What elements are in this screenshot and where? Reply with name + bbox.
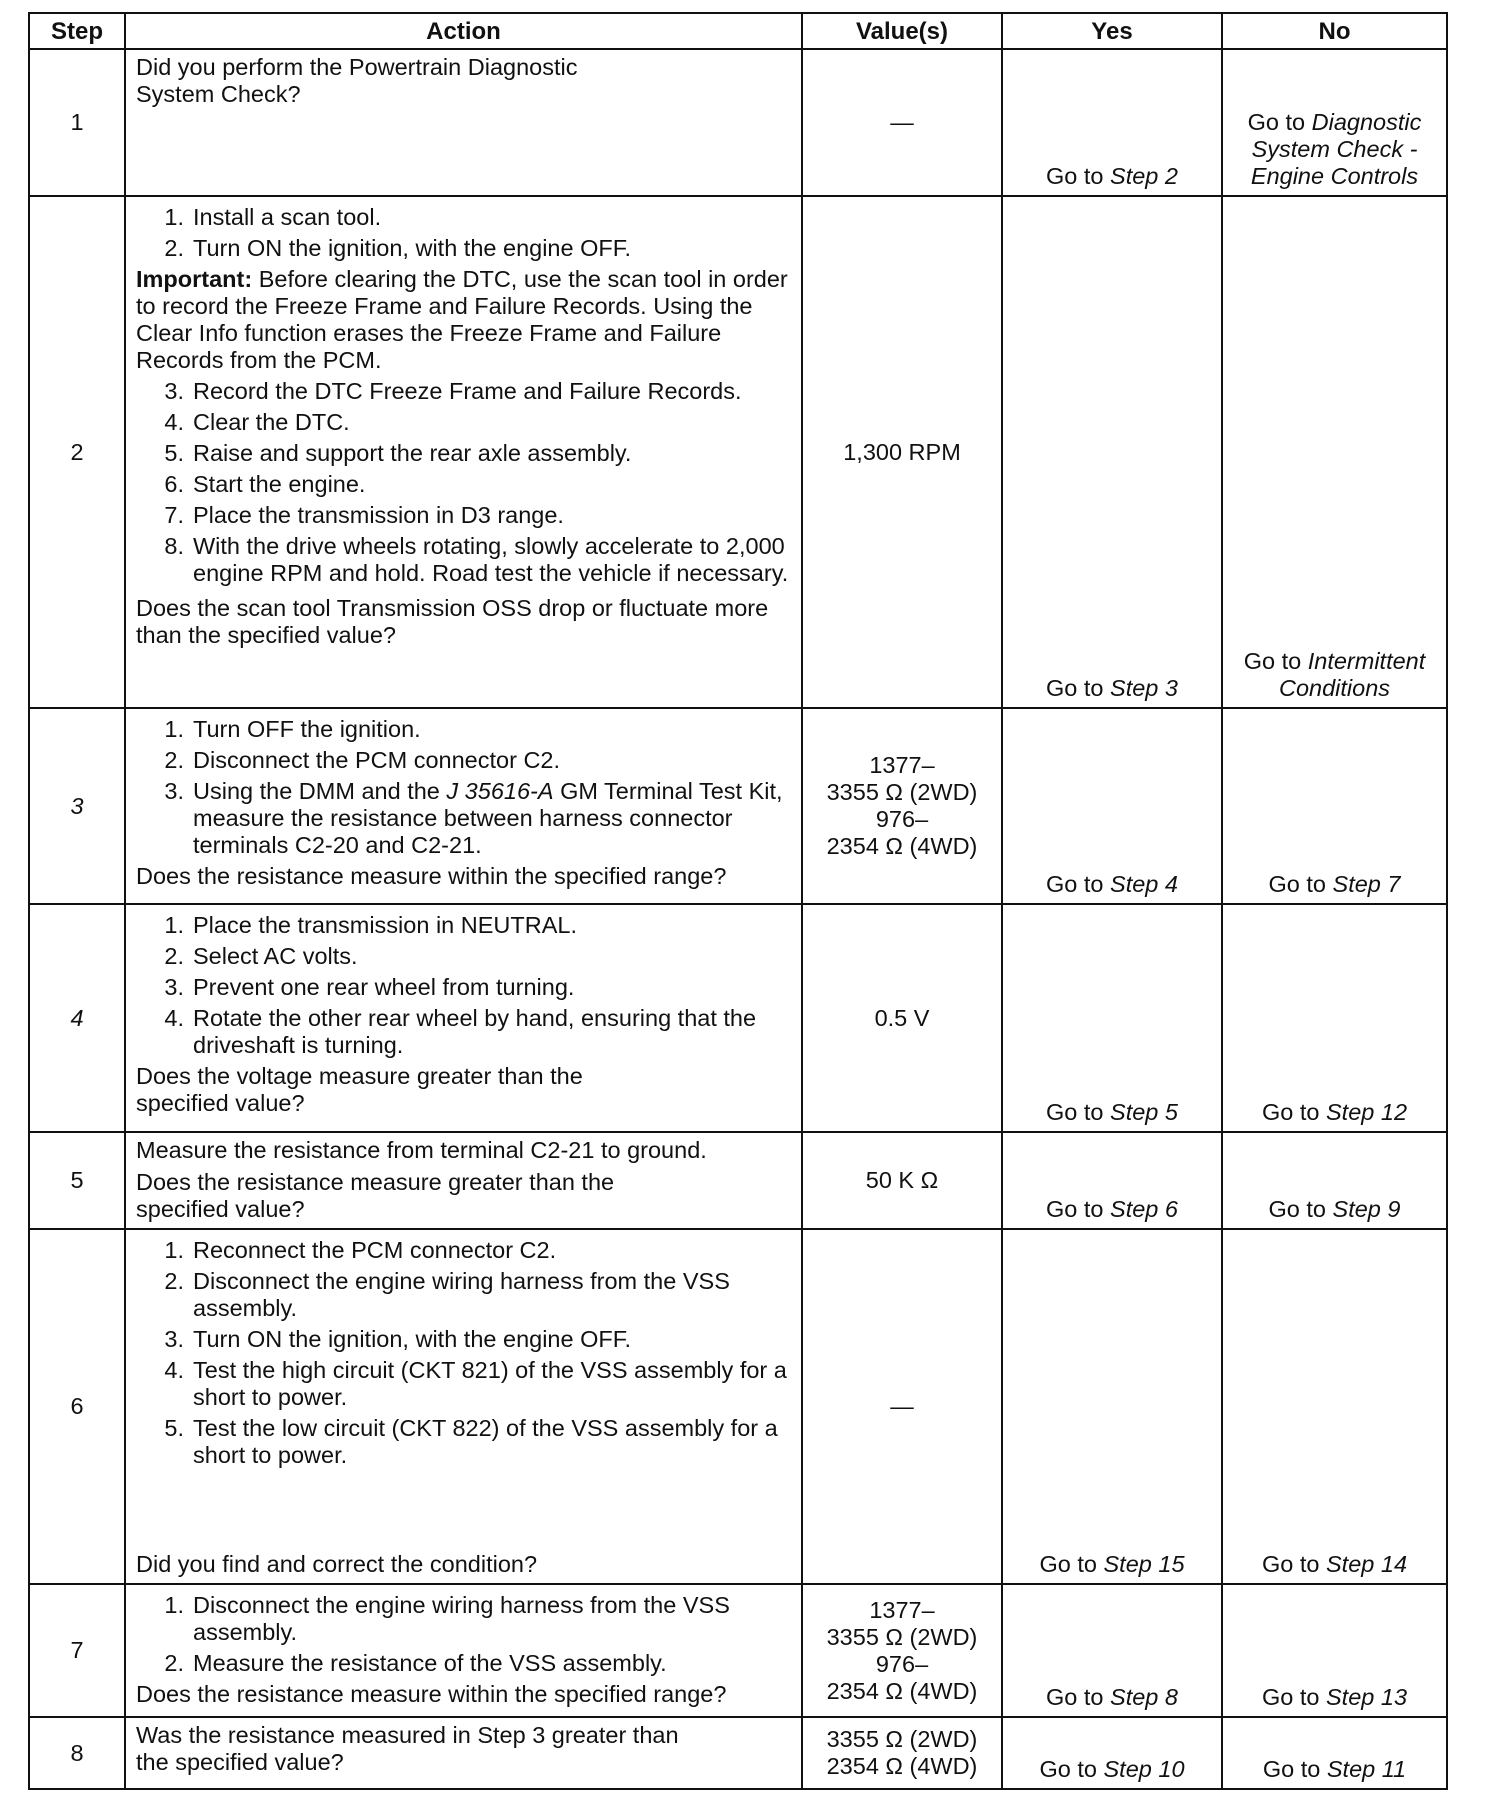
- no-cell: [1222, 49, 1447, 196]
- header-action: Action: [125, 13, 802, 49]
- action-steps: [136, 1592, 793, 1677]
- table-row: [29, 1717, 1447, 1789]
- value-cell: 3355 Ω (2WD) 2354 Ω (4WD): [802, 1717, 1002, 1789]
- list-item: 4. Clear the DTC.: [164, 409, 350, 435]
- no-cell: [1222, 1584, 1447, 1717]
- list-item: 1. Place the transmission in NEUTRAL.: [164, 912, 577, 938]
- table-row: [29, 904, 1447, 1132]
- header-row: [29, 13, 1447, 49]
- value-cell: 0.5 V: [802, 904, 1002, 1132]
- action-cell: [125, 708, 802, 904]
- table-row: [29, 196, 1447, 708]
- list-item: 6. Start the engine.: [164, 471, 366, 497]
- no-goto: Go to Intermittent Conditions: [1243, 648, 1426, 701]
- action-steps: [136, 204, 793, 262]
- table-row: [29, 1229, 1447, 1584]
- list-item: 2. Select AC volts.: [164, 943, 358, 969]
- action-question: Does the scan tool Transmission OSS drop or fluctuate more than the specified value?: [136, 595, 769, 648]
- table-row: [29, 708, 1447, 904]
- action-cell: [125, 196, 802, 708]
- list-item: 1. Disconnect the engine wiring harness from the VSS assembly.: [164, 1592, 730, 1645]
- yes-cell: [1002, 904, 1222, 1132]
- list-item: 2. Measure the resistance of the VSS assembly.: [164, 1650, 667, 1676]
- action-question: Was the resistance measured in Step 3 greater than the specified value?: [136, 1722, 679, 1775]
- no-goto: Go to Step 9: [1268, 1196, 1401, 1222]
- action-question: Does the resistance measure within the specified range?: [136, 1681, 727, 1707]
- step-number: 2: [29, 196, 125, 708]
- list-item: 2. Disconnect the engine wiring harness from the VSS assembly.: [164, 1268, 730, 1321]
- yes-cell: [1002, 1717, 1222, 1789]
- list-item: 5. Raise and support the rear axle assembly.: [164, 440, 632, 466]
- list-item: 2. Turn ON the ignition, with the engine OFF.: [164, 235, 632, 261]
- no-goto: Go to Step 14: [1261, 1551, 1408, 1577]
- action-cell: [125, 1132, 802, 1229]
- yes-cell: [1002, 1132, 1222, 1229]
- step-number: 5: [29, 1132, 125, 1229]
- yes-cell: [1002, 196, 1222, 708]
- no-cell: [1222, 904, 1447, 1132]
- action-cell: [125, 1584, 802, 1717]
- header-yes: Yes: [1002, 13, 1222, 49]
- yes-goto: Go to Step 8: [1046, 1684, 1178, 1710]
- yes-cell: [1002, 708, 1222, 904]
- list-item: 3. Using the DMM and the J 35616-A GM Terminal Test Kit, measure the resistance between harness connector terminals C2-20 and C2-21.: [164, 778, 783, 858]
- list-item: 3. Turn ON the ignition, with the engine OFF.: [164, 1326, 632, 1352]
- list-item: 2. Disconnect the PCM connector C2.: [164, 747, 561, 773]
- table-row: [29, 1132, 1447, 1229]
- table-row: [29, 1584, 1447, 1717]
- yes-goto: Go to Step 6: [1046, 1196, 1178, 1222]
- no-goto: Go to Step 11: [1262, 1756, 1407, 1782]
- action-question: Does the resistance measure greater than the specified value?: [136, 1169, 615, 1222]
- list-item: 8. With the drive wheels rotating, slowly accelerate to 2,000 engine RPM and hold. Road test the vehicle if necessary.: [164, 533, 789, 586]
- tool-reference: J 35616-A: [446, 778, 554, 804]
- value-cell: 1377– 3355 Ω (2WD) 976– 2354 Ω (4WD): [802, 1584, 1002, 1717]
- yes-goto: Go to Step 15: [1039, 1551, 1185, 1577]
- no-cell: [1222, 1717, 1447, 1789]
- action-question: Did you perform the Powertrain Diagnostic System Check?: [136, 54, 578, 107]
- yes-cell: [1002, 1584, 1222, 1717]
- step-number: 3: [29, 708, 125, 904]
- step-number: 6: [29, 1229, 125, 1584]
- action-instruction: Measure the resistance from terminal C2-21 to ground.: [136, 1137, 707, 1163]
- action-cell: [125, 1229, 802, 1584]
- no-cell: [1222, 708, 1447, 904]
- action-steps: [136, 912, 793, 1059]
- list-item: 4. Rotate the other rear wheel by hand, ensuring that the driveshaft is turning.: [164, 1005, 757, 1058]
- action-steps: [136, 1237, 793, 1469]
- action-question: Did you find and correct the condition?: [136, 1551, 538, 1577]
- action-cell: [125, 1717, 802, 1789]
- header-values: Value(s): [802, 13, 1002, 49]
- diagnostic-table: [28, 12, 1448, 1790]
- list-item: 4. Test the high circuit (CKT 821) of the VSS assembly for a short to power.: [164, 1357, 787, 1410]
- list-item: 7. Place the transmission in D3 range.: [164, 502, 564, 528]
- list-item: 1. Turn OFF the ignition.: [164, 716, 421, 742]
- yes-goto: Go to Step 5: [1046, 1099, 1178, 1125]
- table-row: [29, 49, 1447, 196]
- diagnostic-document: [28, 12, 1448, 1790]
- step-number: 1: [29, 49, 125, 196]
- yes-cell: [1002, 1229, 1222, 1584]
- value-cell: 1,300 RPM: [802, 196, 1002, 708]
- value-cell: 50 K Ω: [802, 1132, 1002, 1229]
- step-number: 7: [29, 1584, 125, 1717]
- action-steps: [136, 716, 793, 859]
- value-cell: —: [802, 1229, 1002, 1584]
- no-goto: Go to Diagnostic System Check - Engine Controls: [1247, 109, 1422, 189]
- list-item: 1. Reconnect the PCM connector C2.: [164, 1237, 557, 1263]
- header-step: Step: [29, 13, 125, 49]
- action-cell: [125, 49, 802, 196]
- no-cell: [1222, 1229, 1447, 1584]
- no-goto: Go to Step 12: [1261, 1099, 1408, 1125]
- list-item: 1. Install a scan tool.: [164, 204, 382, 230]
- action-question: Does the voltage measure greater than the specified value?: [136, 1063, 583, 1116]
- step-number: 8: [29, 1717, 125, 1789]
- yes-goto: Go to Step 3: [1046, 675, 1178, 701]
- value-cell: —: [802, 49, 1002, 196]
- header-no: No: [1222, 13, 1447, 49]
- list-item: 3. Prevent one rear wheel from turning.: [164, 974, 575, 1000]
- yes-cell: [1002, 49, 1222, 196]
- yes-goto: Go to Step 2: [1046, 163, 1178, 189]
- list-item: 5. Test the low circuit (CKT 822) of the VSS assembly for a short to power.: [164, 1415, 778, 1468]
- important-note: Important: Before clearing the DTC, use the scan tool in order to record the Freeze Frame and Failure Records. Using the Clear Info function erases the Freeze Frame and Failure Records from the PCM.: [136, 266, 788, 373]
- no-cell: [1222, 1132, 1447, 1229]
- no-cell: [1222, 196, 1447, 708]
- action-cell: [125, 904, 802, 1132]
- yes-goto: Go to Step 10: [1039, 1756, 1185, 1782]
- yes-goto: Go to Step 4: [1046, 871, 1178, 897]
- no-goto: Go to Step 7: [1268, 871, 1401, 897]
- action-question: Does the resistance measure within the specified range?: [136, 863, 727, 889]
- no-goto: Go to Step 13: [1261, 1684, 1408, 1710]
- value-cell: 1377– 3355 Ω (2WD) 976– 2354 Ω (4WD): [802, 708, 1002, 904]
- action-steps: [136, 378, 793, 587]
- list-item: 3. Record the DTC Freeze Frame and Failure Records.: [164, 378, 742, 404]
- step-number: 4: [29, 904, 125, 1132]
